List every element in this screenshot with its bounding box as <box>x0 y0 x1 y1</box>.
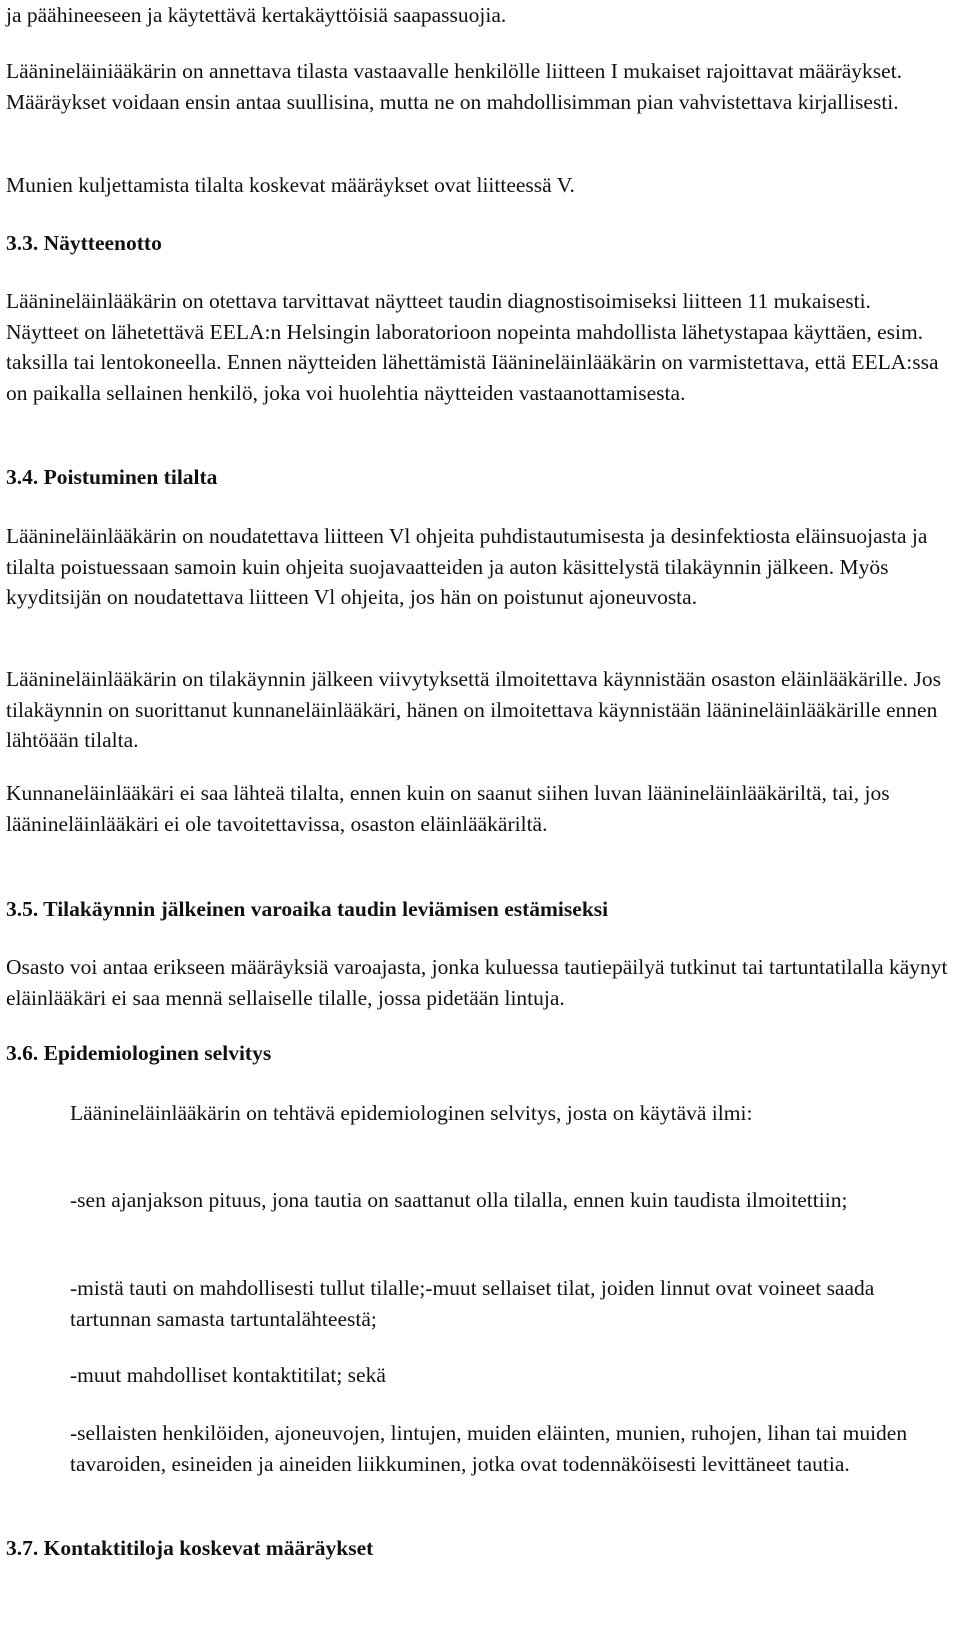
naytteenotto-paragraph: Läänineläinlääkärin on otettava tarvittavat näytteet taudin diagnostisoimiseksi liitteen 11 mukaisesti. Näytteet on lähetettävä EELA:n Helsingin laboratorioon nopeinta mahdollista lähetystapaa käyttäen, esim. taksilla tai lentokoneella. Ennen näytteiden lähettämistä Iäänineläinlääkärin on varmistettava, että EELA:ssa on paikalla sellainen henkilö, joka voi huolehtia näytteiden vastaanottamisesta. <box>6 289 939 405</box>
epidemiologinen-intro: Läänineläinlääkärin on tehtävä epidemiologinen selvitys, josta on käytävä ilmi: <box>70 1101 753 1125</box>
epidemiologinen-item-4: -sellaisten henkilöiden, ajoneuvojen, lintujen, muiden eläinten, munien, ruhojen, lihan tai muiden tavaroiden, esineiden ja aineiden liikkuminen, jotka ovat todennäköisesti levittäneet tautia. <box>70 1421 908 1476</box>
munien-paragraph: Munien kuljettamista tilalta koskevat määräykset ovat liitteessä V. <box>6 173 575 197</box>
heading-3-4: 3.4. Poistuminen tilalta <box>6 465 218 489</box>
epidemiologinen-item-2: -mistä tauti on mahdollisesti tullut tilalle;-muut sellaiset tilat, joiden linnut ovat voineet saada tartunnan samasta tartuntalähteestä; <box>70 1276 875 1331</box>
heading-3-5: 3.5. Tilakäynnin jälkeinen varoaika taudin leviämisen estämiseksi <box>6 897 609 921</box>
tilasta-paragraph: Läänineläiniääkärin on annettava tilasta vastaavalle henkilölle liitteen I mukaiset rajoittavat määräykset. Määräykset voidaan ensin antaa suullisina, mutta ne on mahdollisimman pian vahvistettava kirjallisesti. <box>6 59 903 114</box>
poistuminen-paragraph-3: Kunnaneläinlääkäri ei saa lähteä tilalta, ennen kuin on saanut siihen luvan läänineläinlääkäriltä, tai, jos läänineläinlääkäri ei ole tavoitettavissa, osaston eläinlääkäriltä. <box>6 781 890 836</box>
epidemiologinen-item-1: -sen ajanjakson pituus, jona tautia on saattanut olla tilalla, ennen kuin taudista ilmoitettiin; <box>70 1188 848 1212</box>
heading-3-6: 3.6. Epidemiologinen selvitys <box>6 1041 272 1065</box>
varoaika-paragraph: Osasto voi antaa erikseen määräyksiä varoajasta, jonka kuluessa tautiepäilyä tutkinut tai tartuntatilalla käynyt eläinlääkäri ei saa mennä sellaiselle tilalle, jossa pidetään lintuja. <box>6 955 948 1010</box>
epidemiologinen-item-3: -muut mahdolliset kontaktitilat; sekä <box>70 1363 386 1387</box>
heading-3-7: 3.7. Kontaktitiloja koskevat määräykset <box>6 1536 374 1560</box>
intro-paragraph: ja päähineeseen ja käytettävä kertakäyttöisiä saapassuojia. <box>6 3 507 27</box>
poistuminen-paragraph-1: Läänineläinlääkärin on noudatettava liitteen Vl ohjeita puhdistautumisesta ja desinfektiosta eläinsuojasta ja tilalta poistuessaan samoin kuin ohjeita suojavaatteiden ja auton käsittelystä tilakäynnin jälkeen. Myös kyyditsijän on noudatettava liitteen Vl ohjeita, jos hän on poistunut ajoneuvosta. <box>6 524 928 609</box>
poistuminen-paragraph-2: Läänineläinlääkärin on tilakäynnin jälkeen viivytyksettä ilmoitettava käynnistään osaston eläinlääkärille. Jos tilakäynnin on suorittanut kunnaneläinlääkäri, hänen on ilmoitettava käynnistään läänineläinlääkärille ennen lähtöään tilalta. <box>6 667 941 752</box>
heading-3-3: 3.3. Näytteenotto <box>6 231 162 255</box>
